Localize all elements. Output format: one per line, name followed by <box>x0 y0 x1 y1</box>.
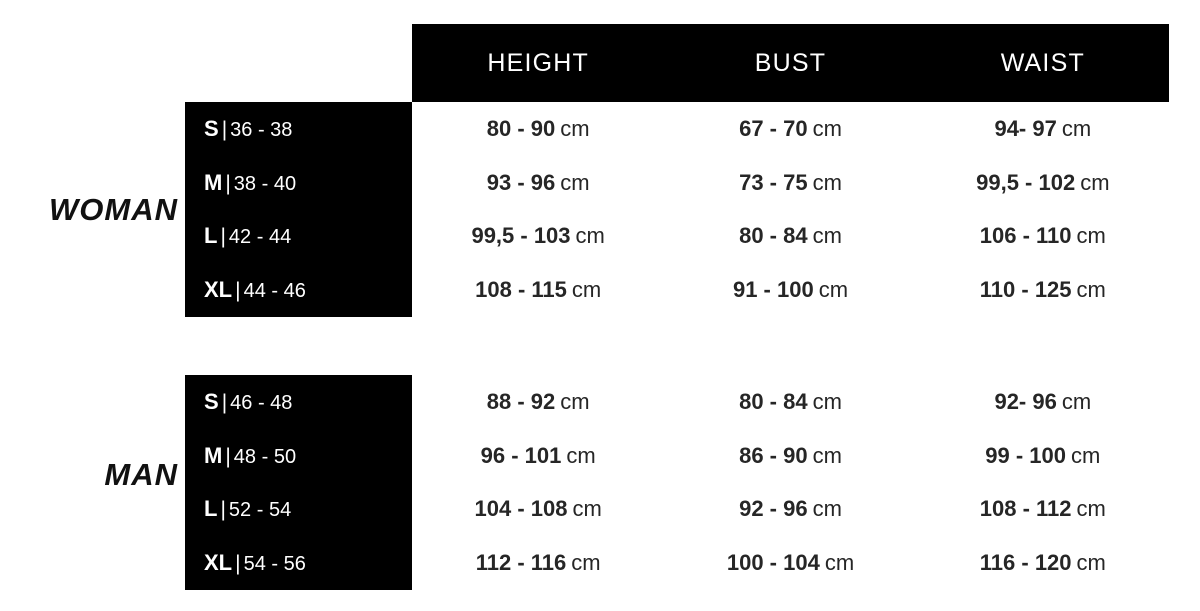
value: 110 - 125 <box>979 277 1072 303</box>
value: 96 - 101 <box>480 442 562 468</box>
cell-height <box>412 443 664 469</box>
cell-bust <box>664 116 916 142</box>
cell-bust <box>664 223 916 249</box>
size-eu: 48 - 50 <box>233 445 297 468</box>
value: 93 - 96 <box>486 169 556 195</box>
unit: cm <box>812 115 842 141</box>
cell-size <box>185 496 412 522</box>
cell-waist <box>917 277 1169 303</box>
unit: cm <box>812 496 842 522</box>
table-row <box>185 210 1169 264</box>
value: 92 - 96 <box>739 496 808 522</box>
value: 86 - 90 <box>739 442 808 468</box>
size-separator: | <box>221 390 228 414</box>
cell-size <box>185 223 412 249</box>
size-label: XL <box>204 550 233 576</box>
unit: cm <box>560 169 590 195</box>
unit: cm <box>818 277 849 303</box>
size-label: XL <box>204 277 233 303</box>
cell-height <box>412 223 664 249</box>
size-eu: 38 - 40 <box>233 172 297 195</box>
size-label: L <box>204 496 218 522</box>
unit: cm <box>560 115 590 141</box>
cell-waist <box>917 170 1169 196</box>
value: 67 - 70 <box>739 115 808 141</box>
cell-size <box>185 389 412 415</box>
size-eu: 52 - 54 <box>228 499 292 522</box>
cell-bust <box>664 443 916 469</box>
cell-size <box>185 116 412 142</box>
cell-size <box>185 443 412 469</box>
unit: cm <box>1076 277 1106 303</box>
value: 112 - 116 <box>475 550 567 576</box>
size-separator: | <box>225 444 231 468</box>
column-header-height: HEIGHT <box>487 48 589 77</box>
cell-bust <box>664 277 916 303</box>
unit: cm <box>1076 550 1106 576</box>
column-header-waist: WAIST <box>1000 48 1085 77</box>
size-eu: 42 - 44 <box>228 226 292 249</box>
size-separator: | <box>225 171 231 195</box>
value: 99,5 - 103 <box>471 223 571 249</box>
unit: cm <box>566 442 596 468</box>
value: 88 - 92 <box>486 388 556 414</box>
value: 108 - 112 <box>979 496 1072 522</box>
size-eu: 44 - 46 <box>243 280 306 303</box>
value: 99 - 100 <box>985 442 1067 468</box>
cell-height <box>412 170 664 196</box>
size-label: S <box>204 115 219 141</box>
cell-height <box>412 116 664 142</box>
table-row <box>185 536 1169 590</box>
cell-bust <box>664 170 916 196</box>
cell-size <box>185 277 412 303</box>
size-separator: | <box>220 498 226 522</box>
table-body-man <box>185 375 1169 590</box>
size-eu: 36 - 38 <box>230 118 293 141</box>
column-header-bust: BUST <box>754 48 827 77</box>
cell-bust <box>664 550 916 576</box>
cell-bust <box>664 496 916 522</box>
size-separator: | <box>220 225 226 249</box>
value: 108 - 115 <box>475 277 567 303</box>
unit: cm <box>575 223 605 249</box>
value: 100 - 104 <box>726 550 820 576</box>
value: 91 - 100 <box>732 277 814 303</box>
cell-height <box>412 277 664 303</box>
value: 106 - 110 <box>979 223 1072 249</box>
cell-waist <box>917 550 1169 576</box>
table-row <box>185 263 1169 317</box>
value: 80 - 84 <box>739 223 808 249</box>
table-row <box>185 483 1169 537</box>
cell-waist <box>917 389 1169 415</box>
value: 116 - 120 <box>979 550 1072 576</box>
size-separator: | <box>235 279 241 303</box>
value: 104 - 108 <box>474 496 568 522</box>
value: 92- 96 <box>994 388 1057 414</box>
unit: cm <box>1076 496 1106 522</box>
table-body-woman <box>185 102 1169 317</box>
table-row <box>185 102 1169 156</box>
unit: cm <box>571 550 601 576</box>
table-row <box>185 375 1169 429</box>
group-label-man: MAN <box>104 457 178 492</box>
unit: cm <box>560 388 590 414</box>
size-label: L <box>204 223 218 249</box>
cell-size <box>185 550 412 576</box>
size-eu: 46 - 48 <box>230 391 293 414</box>
group-label-woman: WOMAN <box>49 192 178 227</box>
unit: cm <box>824 550 855 576</box>
cell-waist <box>917 443 1169 469</box>
unit: cm <box>812 169 842 195</box>
size-separator: | <box>235 552 241 576</box>
value: 99,5 - 102 <box>976 169 1076 195</box>
unit: cm <box>572 496 602 522</box>
size-label: S <box>204 388 219 414</box>
cell-waist <box>917 116 1169 142</box>
size-eu: 54 - 56 <box>243 553 306 576</box>
value: 73 - 75 <box>739 169 808 195</box>
unit: cm <box>812 442 842 468</box>
cell-height <box>412 389 664 415</box>
cell-height <box>412 496 664 522</box>
table-row <box>185 429 1169 483</box>
unit: cm <box>571 277 602 303</box>
cell-waist <box>917 223 1169 249</box>
value: 94- 97 <box>994 115 1057 141</box>
size-separator: | <box>221 117 228 141</box>
size-label: M <box>204 442 223 468</box>
table-row <box>185 156 1169 210</box>
value: 80 - 90 <box>486 115 556 141</box>
value: 80 - 84 <box>739 388 808 414</box>
unit: cm <box>1061 388 1092 414</box>
unit: cm <box>1061 115 1092 141</box>
cell-bust <box>664 389 916 415</box>
unit: cm <box>812 223 842 249</box>
unit: cm <box>1071 442 1101 468</box>
size-label: M <box>204 169 223 195</box>
cell-waist <box>917 496 1169 522</box>
unit: cm <box>1076 223 1106 249</box>
cell-size <box>185 170 412 196</box>
table-header-row <box>412 24 1169 102</box>
unit: cm <box>1080 169 1110 195</box>
unit: cm <box>812 388 842 414</box>
cell-height <box>412 550 664 576</box>
